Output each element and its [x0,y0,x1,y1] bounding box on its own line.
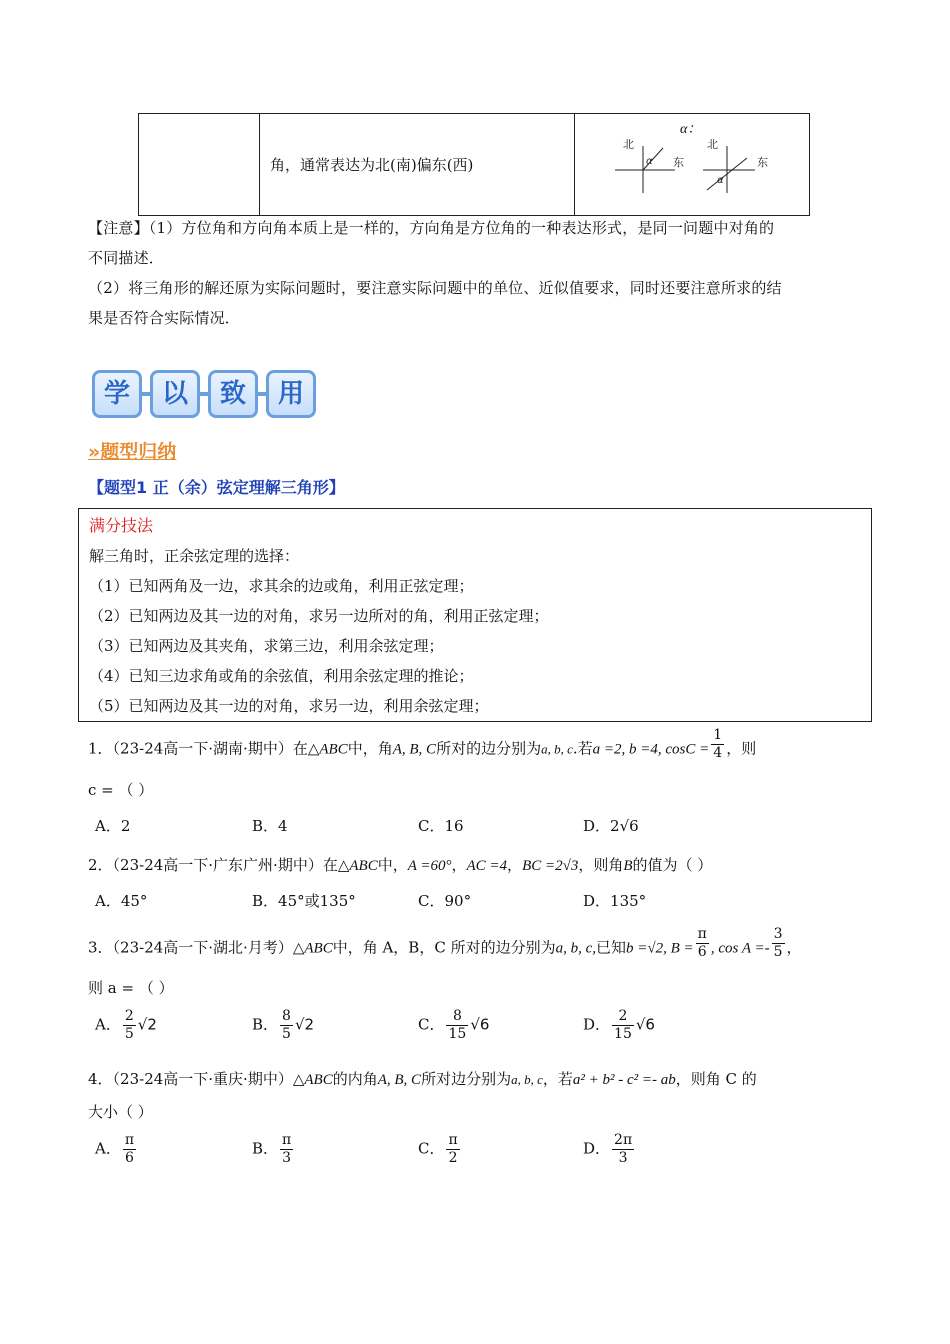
tip-line: （3）已知两边及其夹角，求第三边，利用余弦定理； [89,637,444,655]
q4-option-c[interactable]: C． $\frac{\pi}{2}$ [418,1132,458,1166]
question-1: 1．（23-24高一下·湖南·期中）在△ABC中，角A, B, C所对的边分别为a, b, c.若a =2, b =4, cosC = $\frac{1}{4}$ ，则 [88,727,757,761]
table-cell-text [260,114,575,216]
question-3-line-2: 则 a = （ ） [88,979,174,997]
alpha-mark-2: α [717,175,724,186]
note-line-2: 不同描述． [88,249,165,267]
section-title: »题型归纳 [88,441,177,463]
direction-angle-table [138,113,810,216]
badge-char-1: 学 [92,370,142,418]
question-2: 2．（23-24高一下·广东广州·期中）在△ABC中，A =60°，AC =4，BC =2√3，则角B的值为（ ） [88,856,713,874]
north-label-2: 北 [707,138,718,151]
double-chevron-icon: » [88,441,101,463]
note-line-4: 果是否符合实际情况． [88,309,241,327]
east-label-1: 东 [673,156,684,169]
q4-option-a[interactable]: A． $\frac{\pi}{6}$ [95,1132,135,1166]
q2-option-a[interactable]: A．45° [95,892,148,910]
question-4-line-2: 大小（ ） [88,1103,153,1121]
tip-line: （4）已知三边求角或角的余弦值，利用余弦定理的推论； [89,667,474,685]
q1-option-d[interactable]: D．2√6 [583,817,639,835]
badge-char-3: 致 [208,370,258,418]
q3-option-c[interactable]: C． $\frac{8}{15}$ √6 [418,1008,490,1042]
table-cell-empty [139,114,260,216]
q2-option-b[interactable]: B．45°或135° [252,892,356,910]
table-cell-diagram [575,114,810,216]
badge-char-2: 以 [150,370,200,418]
cell-text: 角，通常表达为北(南)偏东(西) [270,156,474,174]
note-line-3: （2）将三角形的解还原为实际问题时，要注意实际问题中的单位、近似值要求，同时还要注意所求的结 [88,279,782,297]
q4-option-b[interactable]: B． $\frac{\pi}{3}$ [252,1132,292,1166]
question-4: 4．（23-24高一下·重庆·期中）△ABC的内角A, B, C所对边分别为a, b, c，若a² + b² - c² =- ab，则角 C 的 [88,1070,757,1088]
q4-option-d[interactable]: D． $\frac{2\pi}{3}$ [583,1132,633,1166]
q2-option-d[interactable]: D．135° [583,892,647,910]
q1-option-c[interactable]: C．16 [418,817,464,835]
type-title: 【题型1 正（余）弦定理解三角形】 [88,478,345,497]
tip-line: 解三角时，正余弦定理的选择： [89,547,300,565]
badge-char-4: 用 [266,370,316,418]
note-line-1: 【注意】（1）方位角和方向角本质上是一样的，方向角是方位角的一种表达形式，是同一问题中对角的 [88,219,775,237]
q2-option-c[interactable]: C．90° [418,892,472,910]
tip-line: （1）已知两角及一边，求其余的边或角，利用正弦定理； [89,577,474,595]
tip-line: （5）已知两边及其一边的对角，求另一边，利用余弦定理； [89,697,489,715]
tip-title: 满分技法 [89,516,154,535]
north-label-1: 北 [623,138,634,151]
tip-line: （2）已知两边及其一边的对角，求另一边所对的角，利用正弦定理； [89,607,549,625]
alpha-label: α： [680,122,702,137]
question-3: 3．（23-24高一下·湖北·月考）△ABC中，角 A，B，C 所对的边分别为a, b, c,已知b =√2, B = $\frac{\pi}{6}$ , cos A =- $\frac{3}{5}$ ， [88,926,802,960]
q3-option-b[interactable]: B． $\frac{8}{5}$ √2 [252,1008,315,1042]
q1-option-b[interactable]: B．4 [252,817,288,835]
east-label-2: 东 [757,156,768,169]
alpha-mark-1: α [646,156,653,167]
direction-diagram [615,138,795,210]
question-1-line-2: c = （ ） [88,781,154,799]
q1-option-a[interactable]: A．2 [95,817,131,835]
q3-option-a[interactable]: A． $\frac{2}{5}$ √2 [95,1008,157,1042]
tip-box [78,508,872,722]
q3-option-d[interactable]: D． $\frac{2}{15}$ √6 [583,1008,655,1042]
